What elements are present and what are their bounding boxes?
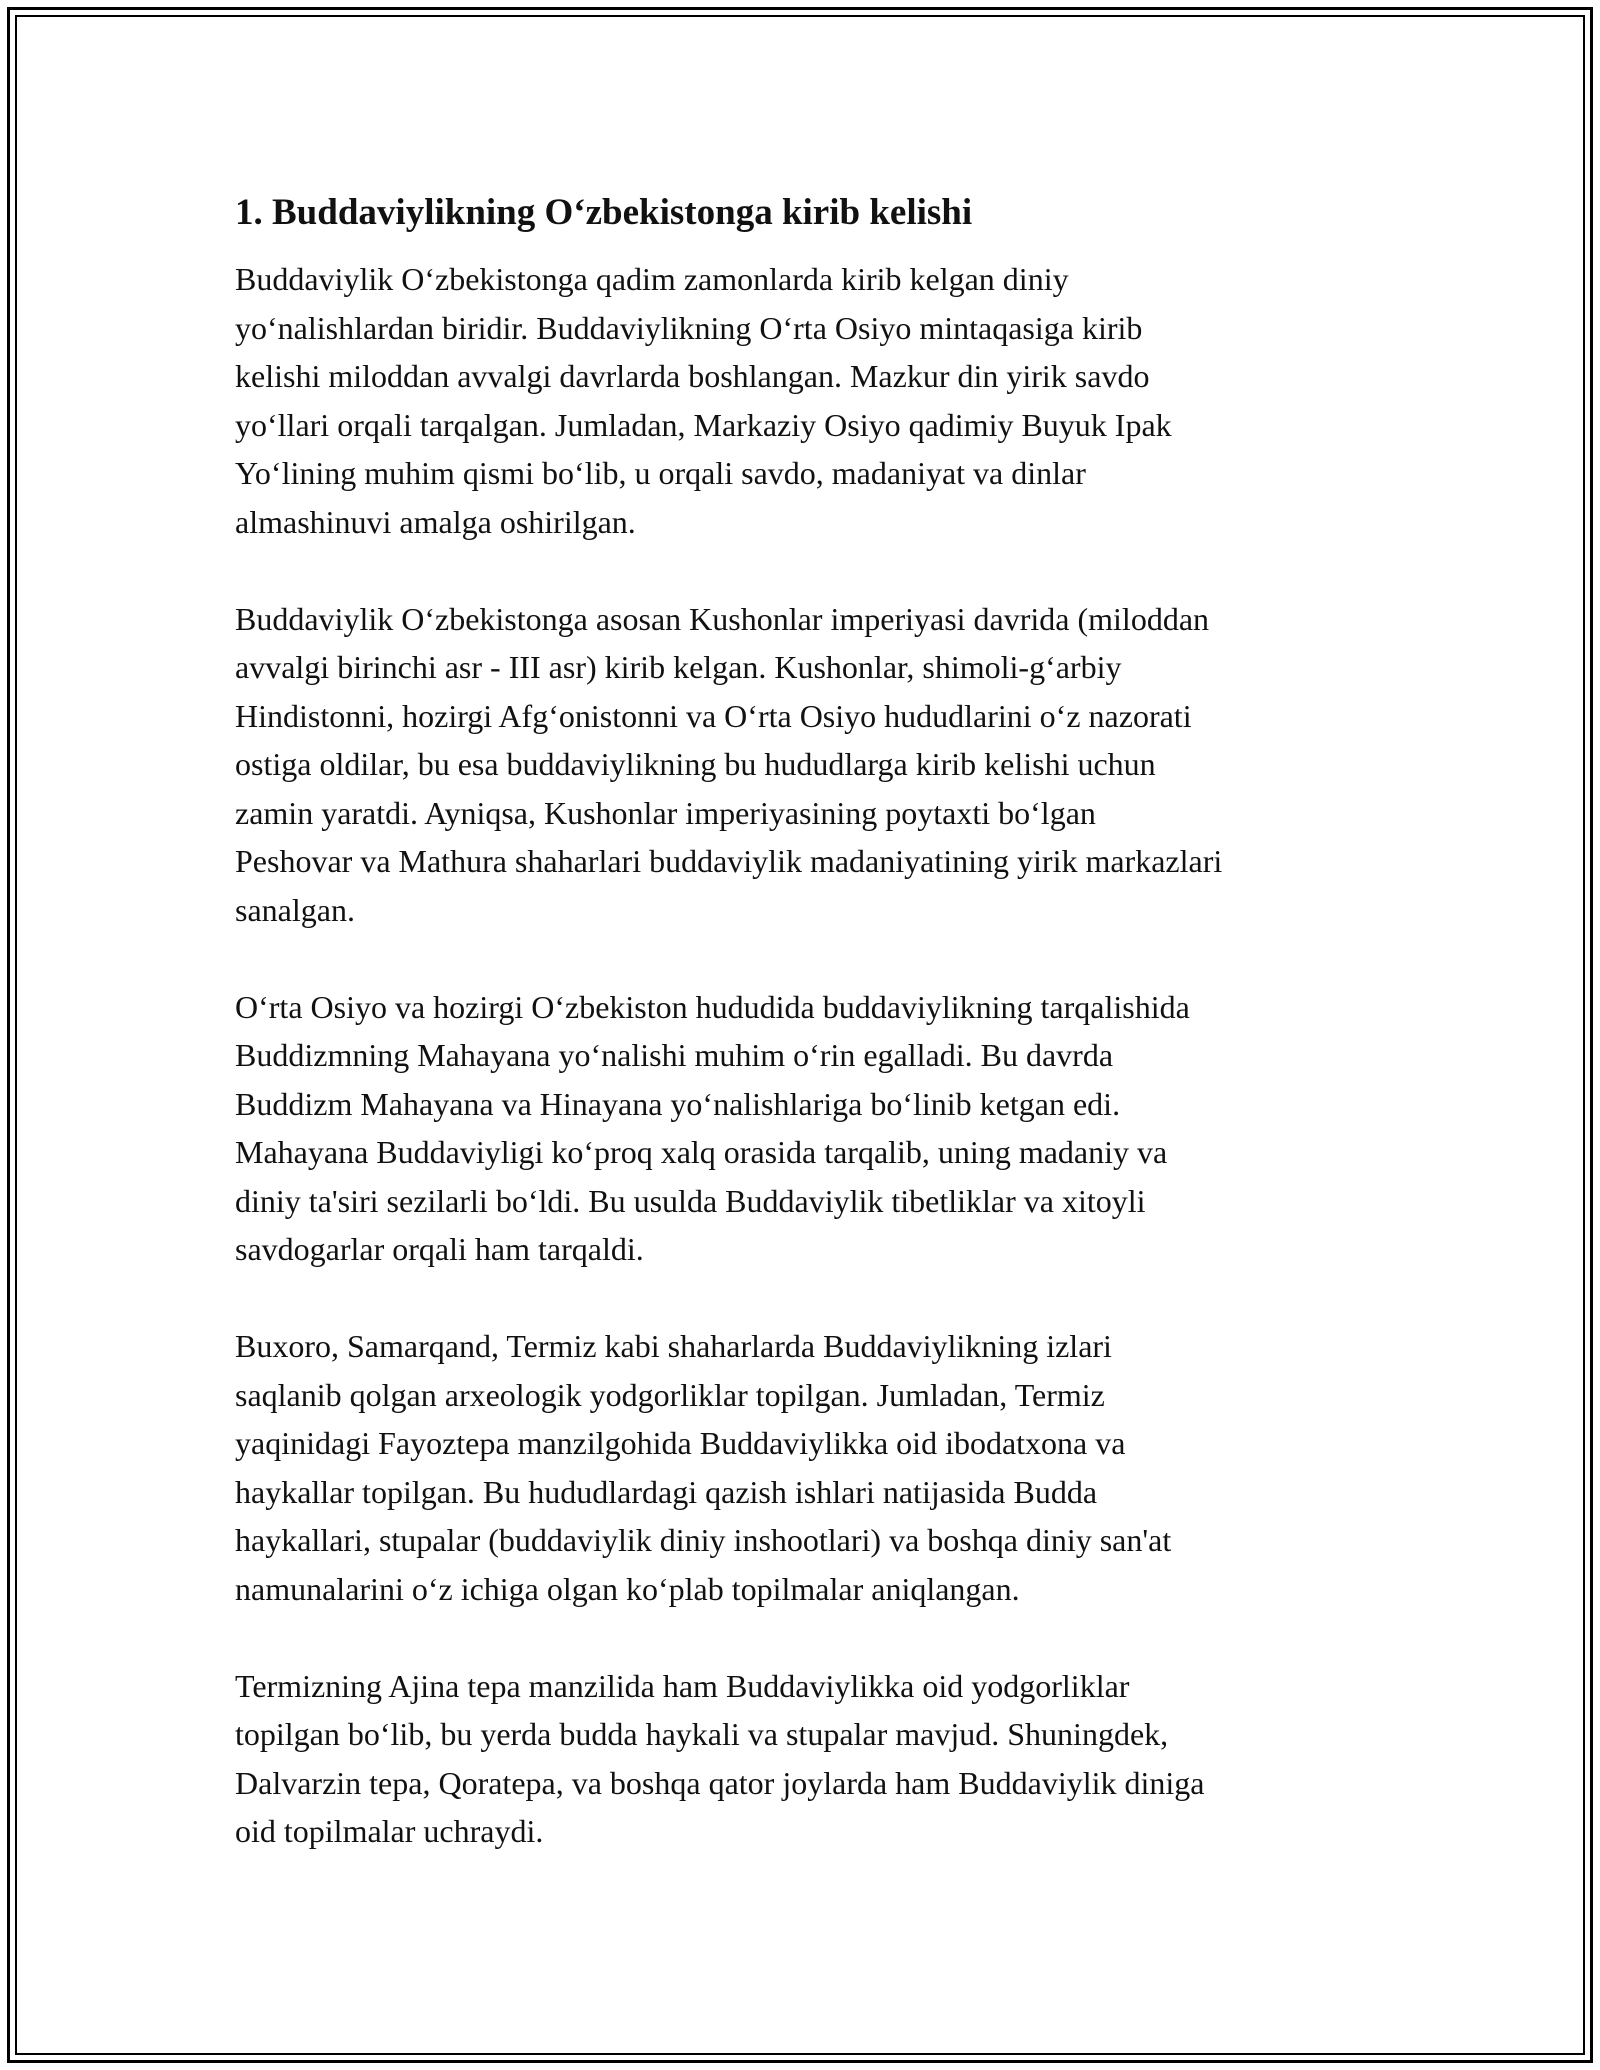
paragraph-line: saqlanib qolgan arxeologik yodgorliklar topilgan. Jumladan, Termiz bbox=[235, 1376, 1105, 1413]
paragraph-line: Termizning Ajina tepa manzilida ham Buddaviylikka oid yodgorliklar bbox=[235, 1667, 1130, 1704]
paragraph-line: Mahayana Buddaviyligi ko‘proq xalq orasida tarqalib, uning madaniy va bbox=[235, 1134, 1168, 1170]
paragraph-line: haykallar topilgan. Bu hududlardagi qazish ishlari natijasida Budda bbox=[235, 1473, 1098, 1510]
paragraph-line: namunalarini o‘z ichiga olgan ko‘plab topilmalar aniqlangan. bbox=[235, 1570, 1020, 1607]
paragraph-line: Buxoro, Samarqand, Termiz kabi shaharlarda Buddaviylikning izlari bbox=[235, 1328, 1112, 1364]
paragraph-line: Buddizmning Mahayana yo‘nalishi muhim o‘rin egalladi. Bu davrda bbox=[235, 1037, 1114, 1073]
paragraph-line: topilgan bo‘lib, bu yerda budda haykali va stupalar mavjud. Shuningdek, bbox=[235, 1716, 1169, 1752]
paragraph-line: avvalgi birinchi asr - III asr) kirib kelgan. Kushonlar, shimoli-g‘arbiy bbox=[235, 649, 1122, 685]
document-body bbox=[235, 185, 1385, 1904]
paragraph-line: ostiga oldilar, bu esa buddaviylikning bu hududlarga kirib kelishi uchun bbox=[235, 746, 1156, 782]
paragraph-4 bbox=[235, 1322, 1385, 1613]
paragraph-5 bbox=[235, 1662, 1385, 1856]
paragraph-line: kelishi miloddan avvalgi davrlarda boshlangan. Mazkur din yirik savdo bbox=[235, 358, 1150, 394]
section-heading: 1. Buddaviylikning O‘zbekistonga kirib kelishi bbox=[235, 192, 973, 233]
paragraph-line: yaqinidagi Fayoztepa manzilgohida Buddaviylikka oid ibodatxona va bbox=[235, 1425, 1126, 1461]
paragraph-line: Buddizm Mahayana va Hinayana yo‘nalishlariga bo‘linib ketgan edi. bbox=[235, 1085, 1121, 1122]
paragraph-line: Yo‘lining muhim qismi bo‘lib, u orqali savdo, madaniyat va dinlar bbox=[235, 455, 1086, 491]
paragraph-3 bbox=[235, 983, 1385, 1274]
paragraph-line: yo‘nalishlardan biridir. Buddaviylikning O‘rta Osiyo mintaqasiga kirib bbox=[235, 309, 1143, 346]
paragraph-line: sanalgan. bbox=[235, 891, 355, 928]
paragraph-line: O‘rta Osiyo va hozirgi O‘zbekiston hududida buddaviylikning tarqalishida bbox=[235, 988, 1190, 1025]
paragraph-line: Hindistonni, hozirgi Afg‘onistonni va O‘rta Osiyo hududlarini o‘z nazorati bbox=[235, 697, 1192, 734]
paragraph-line: almashinuvi amalga oshirilgan. bbox=[235, 503, 636, 540]
paragraph-line: yo‘llari orqali tarqalgan. Jumladan, Markaziy Osiyo qadimiy Buyuk Ipak bbox=[235, 406, 1172, 443]
paragraph-line: Buddaviylik O‘zbekistonga asosan Kushonlar imperiyasi davrida (miloddan bbox=[235, 600, 1210, 637]
paragraph-line: diniy ta'siri sezilarli bo‘ldi. Bu usulda Buddaviylik tibetliklar va xitoyli bbox=[235, 1182, 1146, 1219]
paragraph-1 bbox=[235, 255, 1385, 546]
paragraph-2 bbox=[235, 595, 1385, 935]
paragraph-line: haykallari, stupalar (buddaviylik diniy inshootlari) va boshqa diniy san'at bbox=[235, 1522, 1172, 1558]
paragraph-line: savdogarlar orqali ham tarqaldi. bbox=[235, 1231, 644, 1267]
paragraph-line: Peshovar va Mathura shaharlari buddaviylik madaniyatining yirik markazlari bbox=[235, 843, 1223, 879]
paragraph-line: zamin yaratdi. Ayniqsa, Kushonlar imperiyasining poytaxti bo‘lgan bbox=[235, 794, 1096, 831]
paragraph-line: Dalvarzin tepa, Qoratepa, va boshqa qator joylarda ham Buddaviylik diniga bbox=[235, 1764, 1205, 1801]
paragraph-line: Buddaviylik O‘zbekistonga qadim zamonlarda kirib kelgan diniy bbox=[235, 261, 1069, 297]
paragraph-line: oid topilmalar uchraydi. bbox=[235, 1813, 544, 1849]
